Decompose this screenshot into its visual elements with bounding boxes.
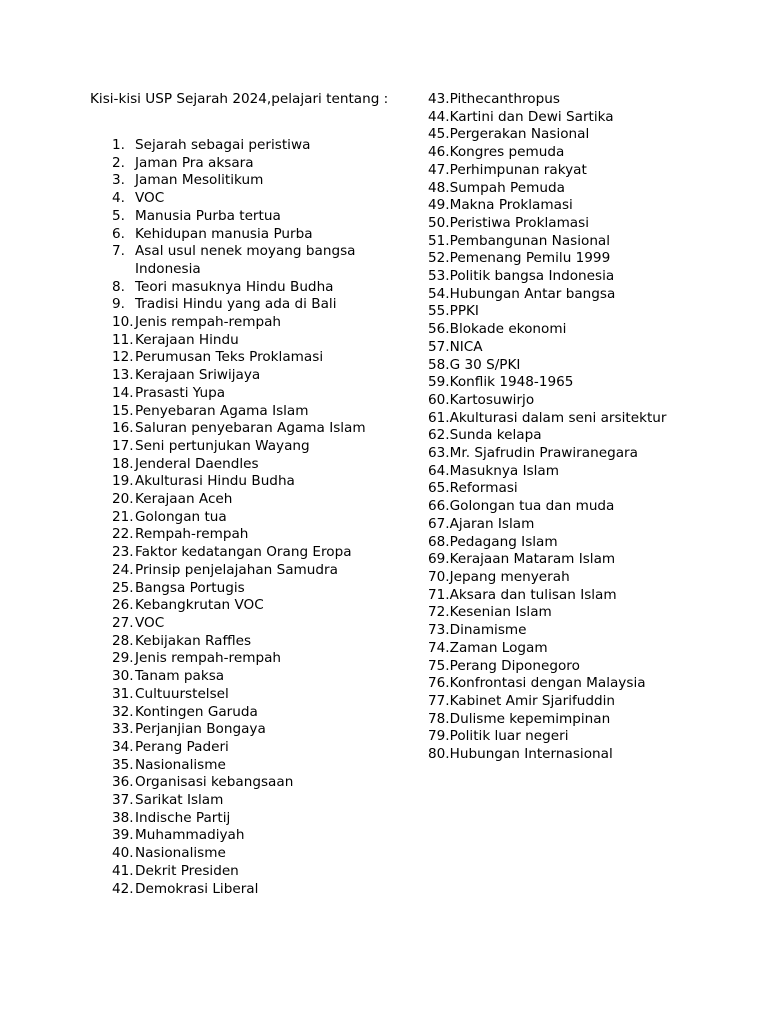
list-item [112,580,412,598]
list-item-text: VOC [135,190,165,207]
list-item-number: 35. [112,756,134,773]
list-item [428,534,758,552]
list-item-number: 23. [112,544,134,561]
list-item-number: 12. [112,349,134,366]
list-item-text: Pembangunan Nasional [449,232,611,249]
list-item [428,711,758,729]
list-item-text: Perjanjian Bongaya [135,721,266,738]
list-item-number: 36. [112,774,134,791]
list-item [112,420,412,438]
list-item [428,286,758,304]
list-item-text: Sejarah sebagai peristiwa [135,137,311,153]
list-item-number: 18. [112,455,134,472]
list-item [112,226,412,244]
list-item-text: Peristiwa Proklamasi [449,214,590,231]
list-item [428,374,758,392]
list-item [112,544,412,562]
list-item-number: 9. [112,296,125,313]
list-item [428,144,758,162]
list-item-number: 28. [112,632,134,649]
list-item-number: 1. [112,137,125,153]
list-item-number: 19. [112,473,134,490]
list-item-text: Perhimpunan rakyat [449,161,587,178]
list-item [112,208,412,226]
list-item [112,562,412,580]
list-item [428,91,758,109]
list-item [428,445,758,463]
list-item-text: Kerajaan Hindu [135,331,239,348]
list-item-text: Makna Proklamasi [449,197,573,214]
list-item-text: Kartosuwirjo [449,391,535,408]
list-item [112,349,412,367]
list-item-number: 26. [112,597,134,614]
list-item-number: 21. [112,508,134,525]
list-item-text: Prasasti Yupa [135,384,226,401]
list-item-number: 27. [112,614,134,631]
list-item-text: Kebangkrutan VOC [135,597,264,614]
topic-list-left [112,137,412,898]
list-item [112,491,412,509]
list-item-number: 3. [112,172,125,189]
list-item-text: Konfrontasi dengan Malaysia [449,675,646,692]
list-item-number: 37. [112,792,134,809]
list-item-number: 29. [112,650,134,667]
list-item [428,250,758,268]
list-item [428,480,758,498]
list-item-text: Prinsip penjelajahan Samudra [135,561,338,578]
list-item-number: 43. [428,91,450,107]
list-item-number: 50. [428,214,450,231]
list-item-text: Kongres pemuda [449,144,565,161]
list-item-text: Faktor kedatangan Orang Eropa [135,544,352,561]
list-item [112,739,412,757]
list-item-text: Blokade ekonomi [449,321,567,338]
list-item [112,845,412,863]
list-item [112,438,412,456]
list-item [428,728,758,746]
list-item-text: Tradisi Hindu yang ada di Bali [135,296,337,313]
list-item [428,357,758,375]
list-item [428,233,758,251]
list-item-text: Penyebaran Agama Islam [135,402,309,419]
list-item-number: 49. [428,197,450,214]
list-item [112,190,412,208]
list-item-text: VOC [135,614,165,631]
list-item [428,587,758,605]
list-item [112,403,412,421]
list-item-text: Nasionalisme [135,845,226,862]
list-item-text: Jaman Pra aksara [135,154,254,171]
list-item-text: Kerajaan Sriwijaya [135,367,261,384]
list-item-text: Politik bangsa Indonesia [449,268,615,285]
list-item [428,640,758,658]
list-item-text: Konflik 1948-1965 [449,374,574,391]
list-item-number: 31. [112,685,134,702]
list-item-text: Politik luar negeri [449,728,569,745]
list-item-number: 60. [428,391,450,408]
list-item-text: NICA [449,338,483,355]
list-item [112,633,412,651]
list-item-text: Kontingen Garuda [135,703,258,720]
list-item-text: Sumpah Pemuda [449,179,565,196]
list-item [112,721,412,739]
list-item [428,268,758,286]
list-item-text: Seni pertunjukan Wayang [135,437,310,454]
list-item [112,296,412,314]
list-item-text: Nasionalisme [135,756,226,773]
list-item-number: 74. [428,639,450,656]
list-item-number: 76. [428,675,450,692]
list-item-text: Jepang menyerah [449,568,570,585]
list-item-number: 2. [112,154,125,171]
list-item-number: 11. [112,331,134,348]
list-item [112,757,412,775]
list-item [112,243,412,278]
list-item [112,526,412,544]
list-item-text: Jenis rempah-rempah [135,650,282,667]
list-item-number: 15. [112,402,134,419]
list-item-text: Zaman Logam [449,639,548,656]
list-item [428,516,758,534]
list-item [112,827,412,845]
list-item-number: 44. [428,108,450,125]
list-item-text: Kerajaan Aceh [135,491,233,508]
list-item-number: 22. [112,526,134,543]
list-item [428,622,758,640]
list-item-text: Pergerakan Nasional [449,126,590,143]
list-item-text: Akulturasi Hindu Budha [135,473,295,490]
document-heading: Kisi-kisi USP Sejarah 2024,pelajari tentang : [90,91,389,107]
list-item [112,668,412,686]
list-item [428,180,758,198]
list-item [112,810,412,828]
list-item [112,704,412,722]
list-item-number: 61. [428,409,450,426]
list-item [428,321,758,339]
list-item [428,427,758,445]
list-item [112,332,412,350]
list-item-text: Jaman Mesolitikum [135,172,264,189]
list-item-text: Manusia Purba tertua [135,207,281,224]
list-item-number: 5. [112,207,125,224]
list-item-text: Pithecanthropus [449,91,560,107]
list-item-text: Golongan tua dan muda [449,498,615,515]
list-item-number: 64. [428,462,450,479]
list-item-number: 4. [112,190,125,207]
list-item [428,746,758,764]
list-item-text: Muhammadiyah [135,827,245,844]
list-item-number: 46. [428,144,450,161]
list-item-number: 65. [428,480,450,497]
list-item [428,126,758,144]
list-item-text: Saluran penyebaran Agama Islam [135,420,366,437]
list-item-number: 38. [112,809,134,826]
list-item [112,367,412,385]
list-item [428,551,758,569]
list-item-number: 57. [428,338,450,355]
list-item-number: 7. [112,243,125,260]
list-item-number: 59. [428,374,450,391]
list-item [428,197,758,215]
list-item-text: Reformasi [449,480,518,497]
list-item [428,215,758,233]
list-item-number: 17. [112,437,134,454]
list-item [112,881,412,899]
list-item [112,597,412,615]
list-item [112,792,412,810]
list-item-text: Perang Paderi [135,738,229,755]
list-item-text: Indische Partij [135,809,231,826]
list-item-text: Rempah-rempah [135,526,249,543]
list-item-number: 32. [112,703,134,720]
list-item-text: Pedagang Islam [449,533,558,550]
list-item-number: 24. [112,561,134,578]
list-item [428,392,758,410]
list-item [428,675,758,693]
topic-list-right [428,91,758,764]
list-item-text: Jenderal Daendles [135,455,259,472]
list-item-number: 48. [428,179,450,196]
list-item-text: Golongan tua [135,508,227,525]
list-item [428,498,758,516]
list-item-text: Kerajaan Mataram Islam [449,551,616,568]
list-item [112,137,412,155]
list-item-text: Kartini dan Dewi Sartika [449,108,614,125]
list-item-text: PPKI [449,303,479,320]
list-item-text: Kesenian Islam [449,604,552,621]
list-item-text: Tanam paksa [135,668,225,685]
list-item-number: 51. [428,232,450,249]
list-item-text: Organisasi kebangsaan [135,774,294,791]
list-item-number: 72. [428,604,450,621]
list-item-number: 53. [428,268,450,285]
list-item [112,863,412,881]
list-item-number: 77. [428,692,450,709]
list-item-text: Aksara dan tulisan Islam [449,586,617,603]
list-item-number: 63. [428,445,450,462]
list-item-text: Pemenang Pemilu 1999 [449,250,611,267]
list-item [428,569,758,587]
list-item-text: Ajaran Islam [449,515,535,532]
list-item-text: G 30 S/PKI [449,356,521,373]
list-item-text: Hubungan Internasional [449,746,613,763]
list-item-text: Cultuurstelsel [135,685,229,702]
list-item-text: Perumusan Teks Proklamasi [135,349,324,366]
list-item-number: 14. [112,384,134,401]
list-item-number: 69. [428,551,450,568]
list-item-number: 79. [428,728,450,745]
list-item-number: 80. [428,746,450,763]
list-item [112,650,412,668]
list-item [112,155,412,173]
list-item-text: Dulisme kepemimpinan [449,710,611,727]
list-item-number: 10. [112,314,134,331]
list-item-number: 33. [112,721,134,738]
list-item [428,693,758,711]
list-item-text: Kebijakan Raffles [135,632,252,649]
list-item [428,109,758,127]
list-item-text: Hubungan Antar bangsa [449,285,616,302]
list-item-number: 8. [112,278,125,295]
list-item-number: 25. [112,579,134,596]
list-item-number: 78. [428,710,450,727]
list-item-text: Teori masuknya Hindu Budha [135,278,334,295]
list-item [112,686,412,704]
list-item [428,463,758,481]
list-item-text: Bangsa Portugis [135,579,245,596]
list-item-text: Demokrasi Liberal [135,880,259,897]
list-item-text: Kabinet Amir Sjarifuddin [449,692,616,709]
list-item [112,456,412,474]
list-item-number: 52. [428,250,450,267]
list-item-text: Perang Diponegoro [449,657,580,674]
list-item-text: Kehidupan manusia Purba [135,225,313,242]
list-item-number: 6. [112,225,125,242]
list-item-number: 47. [428,161,450,178]
list-item [428,410,758,428]
list-item-number: 66. [428,498,450,515]
list-item-number: 39. [112,827,134,844]
list-item [428,339,758,357]
list-item [112,279,412,297]
list-item [112,615,412,633]
list-item-text: Akulturasi dalam seni arsitektur [449,409,667,426]
list-item [428,604,758,622]
list-item [428,162,758,180]
list-item-number: 13. [112,367,134,384]
list-item-number: 62. [428,427,450,444]
list-item-text: Sarikat Islam [135,792,224,809]
list-item [112,473,412,491]
list-item-number: 71. [428,586,450,603]
list-item-number: 45. [428,126,450,143]
list-item-text: Dinamisme [449,622,527,639]
list-item-number: 56. [428,321,450,338]
list-item-number: 70. [428,568,450,585]
list-item-number: 20. [112,491,134,508]
list-item-text: Masuknya Islam [449,462,560,479]
list-item-text: Dekrit Presiden [135,862,239,879]
list-item-number: 42. [112,880,134,897]
list-item [112,314,412,332]
list-item [428,658,758,676]
list-item-number: 58. [428,356,450,373]
list-item-number: 67. [428,515,450,532]
list-item-number: 16. [112,420,134,437]
list-item [112,172,412,190]
list-item-number: 34. [112,738,134,755]
list-item-text: Sunda kelapa [449,427,542,444]
list-item [112,509,412,527]
list-item-text: Mr. Sjafrudin Prawiranegara [449,445,638,462]
list-item-number: 30. [112,668,134,685]
list-item [112,774,412,792]
list-item-text: Jenis rempah-rempah [135,314,282,331]
list-item-text: Asal usul nenek moyang bangsa Indonesia [135,243,356,277]
list-item [112,385,412,403]
list-item-number: 41. [112,862,134,879]
list-item-number: 40. [112,845,134,862]
list-item [428,303,758,321]
list-item-number: 68. [428,533,450,550]
list-item-number: 75. [428,657,450,674]
list-item-number: 54. [428,285,450,302]
list-item-number: 55. [428,303,450,320]
list-item-number: 73. [428,622,450,639]
